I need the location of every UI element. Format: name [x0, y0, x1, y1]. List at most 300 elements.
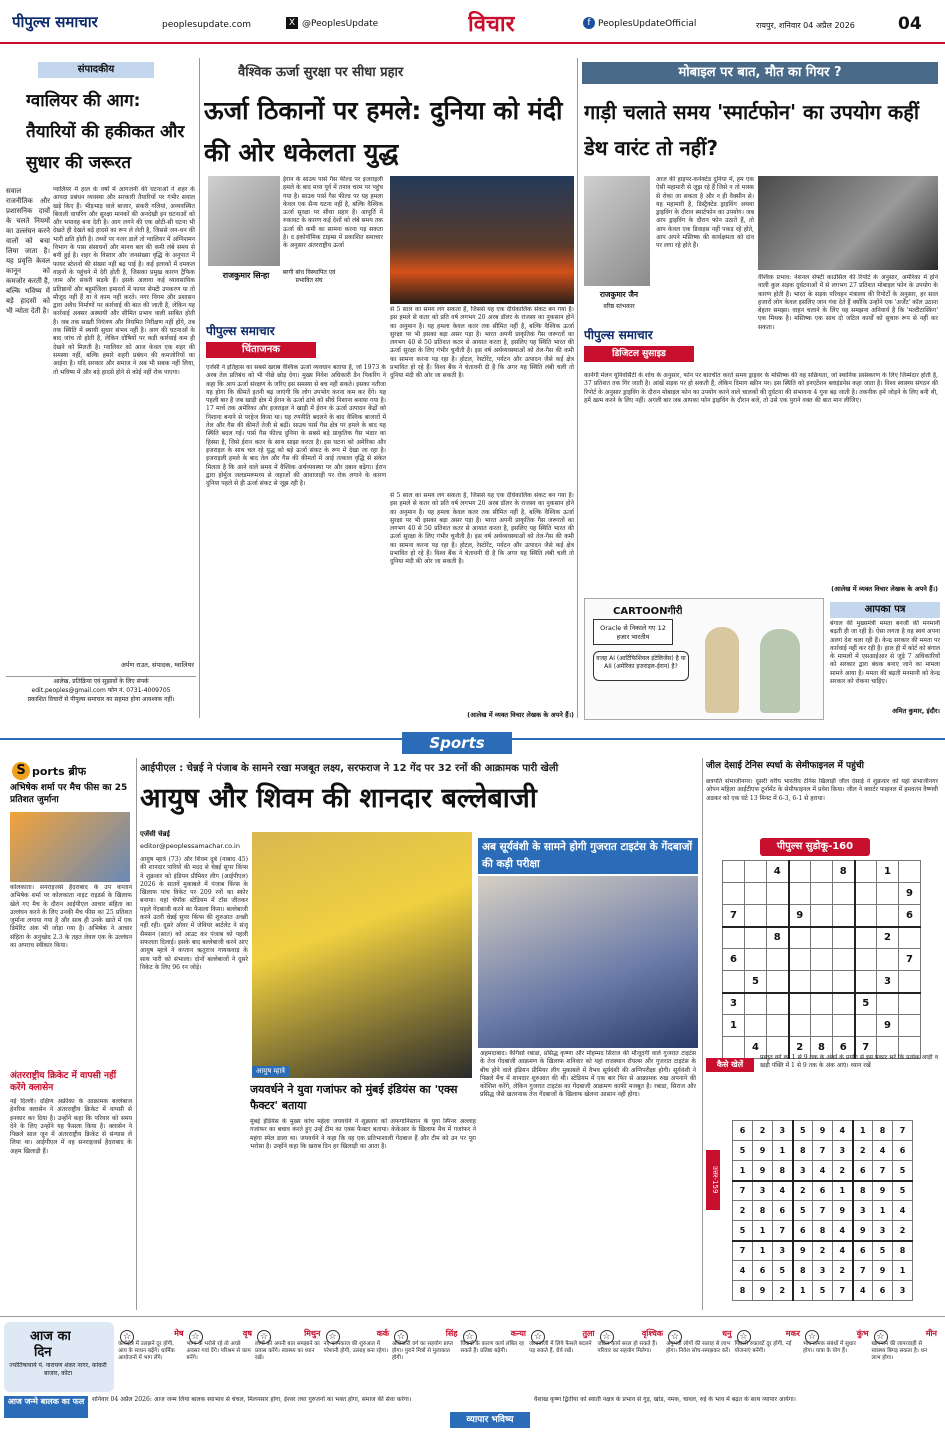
sudoku-grid — [722, 860, 921, 1059]
sign-text: लोगों को अपनी बात समझाने का प्रयास करेंगे। स्वास्थ्य का ध्यान रखें। — [255, 1341, 320, 1361]
zodiac-icon: ☆ — [874, 1330, 888, 1344]
sign-name: मेष — [174, 1329, 184, 1338]
cartoon-figure-1 — [705, 627, 739, 713]
contact-email[interactable]: edit.peoples@gmail.com फोन नं. 0731-4009705 — [31, 687, 171, 694]
sudoku-cell: 3 — [813, 1261, 833, 1281]
sudoku-cell: 3 — [753, 1181, 773, 1201]
sudoku-cell: 7 — [723, 905, 745, 927]
horoscope-sign — [187, 1330, 253, 1385]
sign-text: कार्यक्षेत्र में उलझनें दूर होंगी, आय के साधन बढ़ेंगे। धार्मिक आयोजनों में भाग लेंगे। — [118, 1341, 175, 1361]
sports-brief-label: ports ब्रीफ — [32, 765, 87, 778]
article2-col1: आज की हाइपर-कनेक्टेड दुनिया में, हम एक ऐसी महामारी से जूझ रहे हैं जिसे न तो मास्क से रोका जा सकता है और न ही वैक्सीन से। यह महामारी है, डिस्ट्रैक्टेड ड्राइविंग अथवा ड्राइविंग के दौरान स्मार्टफोन का उपयोग। जब आप ड्राइविंग के दौरान फोन उठाते हैं, तो आप केवल एक डिवाइस नहीं पकड़ रहे होते, आप अपने मस्तिष्क की कार्यक्षमता को दांव पर लगा रहे होते हैं। — [656, 176, 754, 250]
disclaimer: प्रकाशित विचारों से पीपुल्स समाचार का सहमत होना आवश्यक नहीं। — [27, 696, 175, 703]
editorial-pullquote: सवाल राजनीतिक और प्रशासनिक दावों के चलते नियमों का उल्लंघन करने वालों को बचा लिया जाता है। यह प्रवृत्ति केवल कानून को कमजोर करती है, बल्कि भविष्य में बड़े हादसों को भी न्योता देती है। — [6, 187, 50, 315]
sign-text: पिछली रुकावटें दूर होंगी, नई योजनाएं बनेंगी। — [734, 1341, 792, 1354]
sudoku-cell[interactable] — [789, 971, 811, 993]
sudoku-cell: 7 — [833, 1281, 853, 1301]
zodiac-icon: ☆ — [257, 1330, 271, 1344]
article1-main-body: एजेंसी ने इतिहास का सबसे खराब वैश्विक ऊर्जा व्यवधान बताया है, जो 1973 के अरब तेल प्रतिबंध को भी पीछे छोड़ देगा। मुख्य निवेश अधिकारी डैन पिकरिंग ने कहा कि आप ऊर्जा संरक्षण के जरिए इस समस्या से बच नहीं सकते। इसका नतीजा यह होगा कि कीमतें इतनी बढ़ जाएंगी कि लोग उपभोग करना कम कर देंगे। यह पहली बार है जब खाड़ी क्षेत्र में ईरान के ऊर्जा ढांचे को सीधे निशाना बनाया गया है। 17 मार्च तक अमेरिका और इजराइल ने खाड़ी में ईरान के ऊर्जा उत्पादन केंद्रों को निशाना बनाने से परहेज किया था। यह रणनीति बदलने के बाद वैश्विक बाजारों में तेल और गैस की कीमतें तेजी से बढ़ीं। साउथ पार्स गैस क्षेत्र पर हमले के बाद यह स्थिति बदल गई। पार्स गैस फील्ड दुनिया के सबसे बड़े प्राकृतिक गैस भंडार का हिस्सा है, जिसे ईरान कतर के साथ साझा करता है। इस घटना को अमेरिका और इजराइल के साथ चल रहे युद्ध को बड़े ऊर्जा संकट के रूप में देखा जा रहा है। इजराइली हमले के बाद तेल और गैस की कीमतों में आई तत्काल वृद्धि से संकेत मिलता है कि आने वाले समय में वैश्विक अर्थव्यवस्था पर और दबाव बढ़ेगा। ईरान द्वारा होर्मुज जलडमरूमध्य से जहाजों की आवाजाही पर रोक लगाने के कारण दुनिया पहले से ही ऊर्जा संकट से जूझ रही है। — [206, 364, 386, 488]
how-to-label: कैसे खेलें — [706, 1058, 754, 1072]
sudoku-cell: 5 — [855, 993, 877, 1015]
sudoku-cell[interactable] — [833, 905, 855, 927]
sudoku-cell[interactable] — [899, 993, 921, 1015]
editorial-footer — [6, 676, 196, 708]
sudoku-cell[interactable] — [877, 949, 899, 971]
sign-text: भाग्य के भरोसे रहे तो अच्छे अवसर गवां देंगे। परिश्रम से काम बनेंगे। — [186, 1341, 251, 1361]
sudoku-cell: 9 — [833, 1201, 853, 1221]
sudoku-cell: 3 — [893, 1281, 913, 1301]
sudoku-cell[interactable] — [899, 861, 921, 883]
editorial-byline: अर्पण राउत, संपादक, ग्वालियर — [120, 661, 194, 669]
sudoku-cell[interactable] — [723, 1037, 745, 1059]
photo-caption: आयुष म्हात्रे — [252, 1066, 289, 1077]
sudoku-cell: 2 — [833, 1161, 853, 1181]
sudoku-row — [723, 993, 921, 1015]
sudoku-cell: 6 — [723, 949, 745, 971]
sudoku-cell[interactable] — [877, 883, 899, 905]
sudoku-cell: 2 — [833, 1261, 853, 1281]
sudoku-row — [723, 905, 921, 927]
sudoku-cell: 6 — [753, 1261, 773, 1281]
market-label: व्यापार भविष्य — [450, 1412, 530, 1428]
article1-headline: ऊर्जा ठिकानों पर हमले: दुनिया को मंदी की ओर धकेलता युद्ध — [204, 96, 563, 167]
sudoku-cell[interactable] — [767, 993, 789, 1015]
batsman-photo — [252, 832, 472, 1078]
twitter-handle[interactable]: @PeoplesUpdate — [302, 19, 379, 29]
facebook-icon: f — [583, 17, 595, 29]
sudoku-cell: 8 — [767, 927, 789, 949]
sudoku-cell[interactable] — [767, 1015, 789, 1037]
editorial-label: संपादकीय — [38, 62, 154, 78]
sudoku-cell[interactable] — [855, 927, 877, 949]
article2-col2: वैश्विक प्रभाव: नेशनल सेफ्टी काउंसिल की रिपोर्ट के अनुसार, अमेरिका में होने वाली कुल सड़क दुर्घटनाओं में से लगभग 27 प्रतिशत मोबाइल फोन के उपयोग के कारण होती हैं। भारत के सड़क परिवहन मंत्रालय की रिपोर्टों के अनुसार, हर साल हजारों लोग केवल इसलिए जान गंवा देते हैं क्योंकि उन्होंने एक 'अर्जेंट' कॉल उठाना बेहतर समझा। वाहन चलाने के लिए यह समझना अनिवार्य है कि 'मल्टीटास्किंग' एक मिथक है। मस्तिष्क एक साथ दो जटिल कार्यों को सुचारु रूप से नहीं कर सकता। — [758, 274, 938, 331]
zodiac-icon: ☆ — [326, 1330, 340, 1344]
zodiac-icon: ☆ — [463, 1330, 477, 1344]
sudoku-cell[interactable] — [811, 861, 833, 883]
horoscope-sign — [118, 1330, 184, 1385]
sudoku-cell: 5 — [793, 1121, 813, 1141]
article2-tag: डिजिटल सुसाइड — [584, 346, 694, 362]
sudoku-cell[interactable] — [833, 949, 855, 971]
letters-title: आपका पत्र — [830, 602, 940, 618]
sudoku-cell: 3 — [773, 1121, 793, 1141]
article1-tag: चिंताजनक — [206, 342, 316, 358]
sudoku-cell: 8 — [813, 1221, 833, 1241]
article2-logo: पीपुल्स समाचार — [584, 328, 653, 342]
sports-banner: Sports — [402, 732, 512, 754]
sudoku-cell: 2 — [853, 1141, 873, 1161]
horoscope-box — [4, 1322, 114, 1392]
sudoku-cell[interactable] — [789, 883, 811, 905]
sudoku-cell[interactable] — [767, 905, 789, 927]
sudoku-cell[interactable] — [789, 1015, 811, 1037]
gt-body: अहमदाबाद। कैगिसो रबाडा, प्रसिद्ध कृष्णा और मोहम्मद सिराज की मौजूदगी वाले गुजरात टाइटंस के तेज गेंदबाजी आक्रमण के खिलाफ शनिवार को यहां राजस्थान रॉयल्स और गुजरात टाइटंस के बीच होने वाले इंडियन प्रीमियर लीग मुकाबले में वैभव सूर्यवंशी की अग्निपरीक्षा होगी। सूर्यवंशी ने पिछले मैच में शानदार शुरुआत की थी। स्टेडियम में एक बार फिर से आक्रामक रुख अपनाने की कोशिश करेंगे, लेकिन गुजरात टाइटंस का गेंदबाजी आक्रमण काफी मजबूत है। रबाडा, सिराज और प्रसिद्ध जैसे खतरनाक तेज गेंदबाजों के खिलाफ खेलना आसान नहीं होगा। — [480, 1050, 696, 1099]
sign-text: भावनात्मक संबंधों में सुधार होगा। यात्रा के योग हैं। — [803, 1341, 856, 1354]
horoscope-sign — [666, 1330, 732, 1385]
sudoku-cell: 3 — [773, 1241, 793, 1261]
sudoku-cell: 7 — [853, 1261, 873, 1281]
sudoku-cell: 6 — [853, 1241, 873, 1261]
sudoku-cell: 7 — [773, 1221, 793, 1241]
horoscope-title-2: दिन — [34, 1345, 52, 1360]
sudoku-row — [733, 1241, 913, 1261]
facebook-handle[interactable]: PeoplesUpdateOfficial — [598, 19, 697, 29]
sudoku-cell: 9 — [877, 1015, 899, 1037]
cartoon-figure-2 — [760, 629, 800, 713]
sudoku-cell: 2 — [893, 1221, 913, 1241]
article2-headline: गाड़ी चलाते समय 'स्मार्टफोन' का उपयोग कहीं डेथ वारंट तो नहीं? — [584, 100, 920, 160]
article1-col3: से 5 साल का समय लग सकता है, जिससे यह एक दीर्घकालिक संकट बन गया है। इस हमले से कतर को प्रति वर्ष लगभग 20 अरब डॉलर के राजस्व का नुकसान होने का अनुमान है। यह हमला केवल कतर तक सीमित नहीं है, बल्कि वैश्विक ऊर्जा सुरक्षा पर भी इसका बड़ा असर पड़ा है। भारत अपनी प्राकृतिक गैस जरूरतों का लगभग 40 से 50 प्रतिशत कतर से आयात करता है, इसलिए यह स्थिति भारत की ऊर्जा सुरक्षा के लिए गंभीर चुनौती है। इस वर्ष अर्थव्यवस्थाओं को तेल-गैस की कमी का सामना करना पड़ रहा है। होटल, रेस्टोरेंट, पर्यटन और उत्पादन जैसे कई क्षेत्र प्रभावित हो रहे हैं। विश्व बैंक ने चेतावनी दी है कि अगर यह स्थिति लंबी चली तो दुनिया मंदी की ओर जा सकती है। — [390, 306, 574, 380]
sports-main-kicker: आईपीएल : चेन्नई ने पंजाब के सामने रखा मजबूत लक्ष्य, सरफराज ने 12 गेंद पर 32 रनों की आक्रामक पारी खेली — [140, 763, 559, 774]
sudoku-cell[interactable] — [877, 905, 899, 927]
zodiac-icon: ☆ — [600, 1330, 614, 1344]
sudoku-cell: 1 — [877, 861, 899, 883]
cartoon-box — [584, 598, 824, 720]
sudoku-cell: 5 — [733, 1221, 753, 1241]
sudoku-cell: 9 — [873, 1261, 893, 1281]
sudoku-cell: 7 — [899, 949, 921, 971]
sudoku-cell: 7 — [813, 1141, 833, 1161]
sudoku-cell: 8 — [753, 1201, 773, 1221]
sudoku-cell[interactable] — [745, 993, 767, 1015]
sudoku-cell: 9 — [753, 1281, 773, 1301]
sports-brief-logo: S — [12, 762, 30, 780]
sudoku-row — [733, 1261, 913, 1281]
sudoku-cell[interactable] — [811, 971, 833, 993]
tennis-body: छत्रपति संभाजीनगर। दूसरी वरीय भारतीय टेनिस खिलाड़ी जील देसाई ने शुक्रवार को यहां संभाजीनगर ओपन महिला आईटीएफ टूर्नामेंट के सेमीफाइनल में प्रवेश किया। जील ने क्वार्टर फाइनल में हमवतन वैष्णवी अडकर को एक घंटे 13 मिनट में 6-3, 6-1 से हराया। — [706, 778, 938, 802]
sudoku-cell[interactable] — [789, 861, 811, 883]
article1-col1: ईरान के साउथ पार्स गैस फील्ड पर इजराइली हमले के बाद मध्य पूर्व में तनाव चरम पर पहुंच गया है। साउथ पार्स गैस फील्ड पर यह हमला केवल एक सैन्य घटना नहीं है, बल्कि वैश्विक ऊर्जा सुरक्षा पर सीधा प्रहार है। आपूर्ति में रुकावट के कारण कई देशों को लंबे समय तक ऊर्जा की कमी का सामना करना पड़ सकता है। द इकोनॉमिक टाइम्स में प्रकाशित समाचार के अनुसार अंतरराष्ट्रीय ऊर्जा — [283, 176, 383, 250]
sudoku-cell[interactable] — [767, 883, 789, 905]
brief-headline: अभिषेक शर्मा पर मैच फीस का 25 प्रतिशत जुर्माना — [10, 783, 128, 805]
sudoku-cell: 1 — [733, 1161, 753, 1181]
author-name-1: राजकुमार सिन्हा — [222, 271, 270, 280]
sudoku-cell[interactable] — [855, 971, 877, 993]
sign-name: धनु — [722, 1329, 732, 1338]
sports-email[interactable]: editor@peoplessamachar.co.in — [140, 842, 240, 850]
sudoku-row — [733, 1281, 913, 1301]
zodiac-icon: ☆ — [737, 1330, 751, 1344]
sudoku-cell: 1 — [723, 1015, 745, 1037]
sudoku-cell: 1 — [773, 1141, 793, 1161]
author-photo-2 — [584, 176, 650, 286]
sudoku-cell: 9 — [813, 1121, 833, 1141]
sudoku-cell: 1 — [833, 1181, 853, 1201]
sudoku-cell: 2 — [753, 1121, 773, 1141]
editorial-body: ग्वालियर में हाल के वर्षों में आगजनी की घटनाओं ने शहर के आपदा प्रबंधन व्यवस्था और सरकारी तैयारियों पर गंभीर सवाल खड़े किए हैं। भीड़भाड़ वाले बाजार, संकरी गलियां, अव्यवस्थित बिजली वायरिंग और सुरक्षा मानकों की अनदेखी इन घटनाओं को और भयावह बना देती है। आग लगने की एक छोटी-सी घटना भी देखते ही देखते बड़े हादसे का रूप ले लेती है, जिससे जन-धन की भारी क्षति होती है। तथ्यों पर नजर डालें तो ग्वालियर में अग्निशमन विभाग के पास संसाधनों और मानव बल की कमी लंबे समय से बनी हुई है। शहर के विस्तार और जनसंख्या वृद्धि के अनुपात में फायर स्टेशनों की संख्या नहीं बढ़ पाई है। कई इलाकों में दमकल वाहनों के पहुंचने में देरी होती है, जिसका प्रमुख कारण ट्रैफिक जाम और संकरी सड़कें हैं। इसके अलावा कई व्यावसायिक प्रतिष्ठानों और बहुमंजिला इमारतों में फायर सेफ्टी उपकरण या तो मौजूद नहीं हैं या वे काम नहीं करते। नगर निगम और प्रशासन द्वारा अवैध निर्माणों पर कार्रवाई की बात की जाती है, लेकिन यह कार्रवाई अक्सर अस्थायी और सीमित प्रभाव वाली साबित होती है। जब तक सख्ती नियंत्रण और नियमित निरीक्षण नहीं होंगे, तब तक स्थिति में स्थायी सुधार संभव नहीं है। आग की घटनाओं के बाद जांच तो होती है, लेकिन दोषियों पर कड़ी कार्रवाई कम ही देखने को मिलती है। ग्वालियर को आज केवल एक शहर की समस्या नहीं, बल्कि हमारे शहरी प्रबंधन की कमजोरियों का आईना है। यदि सरकार और समाज ने अब भी सबक नहीं लिया, तो भविष्य में और बड़े हादसे होने से कोई नहीं रोक पाएगा। — [53, 186, 195, 376]
how-to-text: प्रस्तुत वर्ग को 1 से 9 तक के अंकों के प्रयोग से इस प्रकार भरें कि प्रत्येक आड़ी व खड़ी पंक्ति में 1 से 9 तक के अंक आएं। ध्यान रखें — [760, 1054, 938, 1070]
sign-name: कुंभ — [856, 1329, 869, 1338]
sudoku-cell: 8 — [893, 1241, 913, 1261]
sudoku-cell: 3 — [853, 1201, 873, 1221]
sudoku-cell: 1 — [753, 1241, 773, 1261]
sudoku-cell: 1 — [893, 1261, 913, 1281]
article2-car-photo — [758, 176, 938, 270]
article1-byline: (आलेख में व्यक्त विचार लेखक के अपने हैं।) — [467, 711, 574, 719]
sign-text: अधिकारी वर्ग का सहयोग प्राप्त होगा। पुराने मित्रों से मुलाकात होगी। — [392, 1341, 453, 1361]
sudoku-cell: 7 — [873, 1161, 893, 1181]
horoscope-sign — [735, 1330, 801, 1385]
sudoku-row — [723, 883, 921, 905]
sports-main-body: आयुष म्हात्रे (73) और शिवम दुबे (नाबाद 45) की शानदार पारियों की मदद से चेन्नई सुपर किंग्स ने शुक्रवार को इंडियन प्रीमियर लीग (आईपीएल) 2026 के सातवें मुकाबले में पंजाब किंग्स के खिलाफ पांच विकेट पर 209 रनों का स्कोर बनाया। यहां चेपॉक स्टेडियम में टॉस जीतकर पहले गेंदबाजी करने का फैसला किया। बल्लेबाजी करने उतरी चेन्नई सुपर किंग्स की शुरुआत अच्छी नहीं रही। दूसरे ओवर में जेवियर बार्टलेट ने संजू सैमसन (सात) को आउट कर पंजाब को पहली सफलता दिलाई। इसके बाद बल्लेबाजी करने आए आयुष म्हात्रे ने कप्तान ऋतुराज गायकवाड़ के साथ पारी को संभाला। दोनों बल्लेबाजों ने दूसरे विकेट के लिए 96 रन जोड़े। — [140, 856, 248, 971]
sudoku-cell: 1 — [753, 1221, 773, 1241]
cartoon-bubble-2: वजह AI (आर्टिफिशियल इंटेलिजेंस) है या AII (अमेरिका इजराइल-ईरान) है? — [593, 651, 689, 681]
sudoku-answer-grid — [732, 1120, 913, 1301]
sign-name: कन्या — [510, 1329, 526, 1338]
sudoku-cell: 5 — [893, 1181, 913, 1201]
sudoku-cell: 9 — [753, 1141, 773, 1161]
sudoku-row — [733, 1201, 913, 1221]
sudoku-cell[interactable] — [745, 883, 767, 905]
masthead-logo: पीपुल्स समाचार — [12, 13, 98, 31]
article2-byline: (आलेख में व्यक्त विचार लेखक के अपने हैं।) — [831, 585, 938, 593]
sudoku-cell: 6 — [899, 905, 921, 927]
sudoku-cell[interactable] — [789, 927, 811, 949]
market-text: वैशाख कृष्ण द्वितीया को स्वाती नक्षत्र के प्रभाव से गुड़, खांड, नमक, चावल, रुई के भाव में बढ़त के साथ व्यापार आयेगा। — [534, 1396, 796, 1403]
sudoku-cell: 7 — [813, 1201, 833, 1221]
author-name-2: राजकुमार जैन — [599, 290, 639, 299]
section-title: विचार — [468, 12, 515, 37]
sudoku-cell[interactable] — [723, 883, 745, 905]
sudoku-cell[interactable] — [877, 993, 899, 1015]
article1-fire-photo — [390, 176, 574, 304]
sudoku-cell: 8 — [773, 1161, 793, 1181]
gt-banner: अब सूर्यवंशी के सामने होगी गुजरात टाइटंस के गेंदबाजों की कड़ी परीक्षा — [478, 838, 698, 874]
masthead — [0, 0, 945, 44]
sign-text: विवादों के कारण कार्य लंबित रह सकते हैं। प्रतिष्ठा बढ़ेगी। — [460, 1341, 525, 1354]
sudoku-cell: 6 — [793, 1221, 813, 1241]
sign-name: मकर — [785, 1329, 800, 1338]
sign-name: मिथुन — [304, 1329, 321, 1338]
sudoku-cell: 8 — [811, 1037, 833, 1059]
sudoku-row — [733, 1221, 913, 1241]
sudoku-cell: 5 — [873, 1241, 893, 1261]
sudoku-cell: 7 — [893, 1121, 913, 1141]
sudoku-cell[interactable] — [899, 971, 921, 993]
sudoku-cell: 4 — [813, 1161, 833, 1181]
sudoku-cell: 5 — [793, 1201, 813, 1221]
sudoku-cell: 4 — [833, 1221, 853, 1241]
sudoku-cell: 9 — [753, 1161, 773, 1181]
sudoku-cell: 8 — [733, 1281, 753, 1301]
brief2-headline: अंतरराष्ट्रीय क्रिकेट में वापसी नहीं करेंगे क्लासेन — [10, 1071, 117, 1093]
author-role-1: बरगी बांध विस्थापित एवं प्रभावित संघ — [282, 269, 336, 284]
sudoku-cell[interactable] — [833, 883, 855, 905]
sudoku-cell[interactable] — [833, 1015, 855, 1037]
zodiac-icon: ☆ — [531, 1330, 545, 1344]
sudoku-cell[interactable] — [767, 949, 789, 971]
zodiac-icon: ☆ — [120, 1330, 134, 1344]
article2-kicker: मोबाइल पर बात, मौत का गियर ? — [582, 62, 938, 84]
sudoku-cell[interactable] — [811, 905, 833, 927]
sudoku-cell[interactable] — [745, 861, 767, 883]
zodiac-icon: ☆ — [189, 1330, 203, 1344]
sudoku-cell[interactable] — [899, 1015, 921, 1037]
sign-text: अनुभवी लोगों की सलाह से लाभ होगा। निवेश सोच-समझकर करें। — [666, 1341, 731, 1354]
sudoku-cell: 5 — [745, 971, 767, 993]
sudoku-cell: 4 — [767, 861, 789, 883]
sudoku-cell: 5 — [773, 1261, 793, 1281]
author-photo-1 — [208, 176, 280, 266]
letters-body: बंगाल की मुख्यमंत्री ममता बनर्जी की मनमानी बढ़ती ही जा रही है। ऐसा लगता है वह स्वयं अपना अलग देश चला रही हैं। केन्द्र सरकार की ममता पर कार्रवाई नहीं कर रही है। हाल ही में कोर्ट को बंगाल के मामलों में एसआईआर से जुड़े 7 अधिकारियों को सरकार द्वारा बंधक बनाए जाने का मामला सामने आया है। ममता की बढ़ती मनमानी को केन्द्र सरकार को रोकना चाहिए। — [830, 620, 940, 686]
sudoku-cell: 5 — [813, 1281, 833, 1301]
sudoku-cell[interactable] — [723, 971, 745, 993]
sudoku-row — [723, 949, 921, 971]
player-photo — [478, 876, 698, 1048]
horoscope-sign — [872, 1330, 938, 1385]
sudoku-cell[interactable] — [723, 861, 745, 883]
sudoku-cell: 4 — [773, 1181, 793, 1201]
sudoku-cell: 5 — [733, 1141, 753, 1161]
editorial-headline: ग्वालियर की आग: तैयारियों की हकीकत और सुधार की जरूरत — [26, 91, 185, 173]
sudoku-cell[interactable] — [789, 993, 811, 1015]
sudoku-cell: 4 — [833, 1241, 853, 1261]
sports-dateline: एजेंसी चेन्नई — [140, 830, 170, 838]
sudoku-cell: 9 — [873, 1181, 893, 1201]
horoscope-title-1: आज का — [30, 1329, 71, 1344]
sudoku-cell[interactable] — [855, 949, 877, 971]
answer-label: उत्तर-159 — [706, 1150, 720, 1210]
sudoku-cell: 6 — [893, 1141, 913, 1161]
article2-main-body: कार्नेगी मेलन यूनिवर्सिटी के शोध के अनुसार, फोन पर बातचीत करते समय ड्राइवर के मस्तिष्क की वह सक्रियता, जो स्थानिक प्रसंस्करण के लिए जिम्मेदार होती है, 37 प्रतिशत तक गिर जाती है। आंखें सड़क पर हो सकती हैं, लेकिन दिमाग स्क्रीन पर। इस स्थिति को इनएटेंशन ब्लाइंडनेस कहा जाता है। विश्व स्वास्थ्य संगठन की रिपोर्ट के अनुसार ड्राइविंग के दौरान मोबाइल फोन का उपयोग करने वाले चालकों की दुर्घटना की संभावना 4 गुना बढ़ जाती है। तकनीक हमें जोड़ने के लिए बनी थी, हमें खत्म करने के लिए नहीं। अगली बार जब आपका फोन ड्राइविंग के दौरान बजे, तो उसे एक पुराने वक्त की बात मान लीजिए। — [584, 372, 938, 404]
sudoku-cell: 3 — [833, 1141, 853, 1161]
sudoku-cell[interactable] — [855, 883, 877, 905]
sign-text: जल्दबाजी में लिये फैसले बदलने पड़ सकते हैं, धैर्य रखें। — [529, 1341, 592, 1354]
horoscope-sign — [255, 1330, 321, 1385]
sudoku-cell[interactable] — [833, 971, 855, 993]
dateline: रायपुर, शनिवार 04 अप्रैल 2026 — [756, 21, 855, 30]
sudoku-cell: 4 — [873, 1141, 893, 1161]
author-role-2: वरिष्ठ स्तंभकार — [603, 303, 635, 310]
sudoku-cell: 5 — [893, 1161, 913, 1181]
sports-main-headline: आयुष और शिवम की शानदार बल्लेबाजी — [140, 783, 537, 814]
sudoku-cell[interactable] — [745, 905, 767, 927]
sudoku-cell: 1 — [873, 1201, 893, 1221]
sudoku-cell[interactable] — [855, 861, 877, 883]
sudoku-cell: 8 — [873, 1121, 893, 1141]
sudoku-cell: 2 — [877, 927, 899, 949]
sudoku-cell[interactable] — [789, 949, 811, 971]
sudoku-cell[interactable] — [833, 927, 855, 949]
zodiac-icon: ☆ — [805, 1330, 819, 1344]
sudoku-cell[interactable] — [855, 1015, 877, 1037]
sudoku-cell: 6 — [733, 1121, 753, 1141]
sudoku-cell[interactable] — [811, 927, 833, 949]
sudoku-row — [733, 1121, 913, 1141]
zodiac-icon: ☆ — [668, 1330, 682, 1344]
horoscope-sign — [598, 1330, 664, 1385]
sudoku-row — [733, 1161, 913, 1181]
sub-headline: जयवर्धने ने युवा गजांफर को मुंबई इंडियंस का 'एक्स फैक्टर' बताया — [250, 1083, 458, 1112]
sudoku-cell: 6 — [853, 1161, 873, 1181]
sign-text: खानपान की लापरवाही से स्वास्थ्य बिगड़ सकता है। धन लाभ होगा। — [871, 1341, 928, 1361]
horoscope-sign — [529, 1330, 595, 1385]
sign-text: नए कामकाज की शुरुआत में परेशानी होगी, उत्साह बना रहेगा। — [323, 1341, 389, 1354]
contact-note: आलेख, प्रतिक्रिया एवं सुझावों के लिए संपर्क — [53, 678, 149, 685]
letters-byline: अमित कुमार, इंदौर। — [892, 707, 940, 715]
birth-text: शनिवार 04 अप्रैल 2026: आज जन्म लिया बालक स्वाभाव से चंचल, मिलनसार होगा, ईश्वर तथा गुरुजनों का भक्त होगा, समाज की सेवा करेगा। — [92, 1396, 412, 1403]
sudoku-title: पीपुल्स सुडोकू-160 — [760, 838, 870, 856]
birth-label: आज जन्मे बालक का फल — [4, 1396, 88, 1418]
sign-name: कर्क — [376, 1329, 389, 1338]
sudoku-cell: 7 — [733, 1241, 753, 1261]
article1-logo: पीपुल्स समाचार — [206, 324, 275, 338]
sudoku-row — [723, 927, 921, 949]
sudoku-row — [723, 971, 921, 993]
sudoku-cell: 4 — [733, 1261, 753, 1281]
tennis-headline: जील देसाई टेनिस स्पर्धा के सेमीफाइनल में पहुंची — [706, 761, 864, 771]
sudoku-cell[interactable] — [745, 927, 767, 949]
sudoku-cell: 2 — [733, 1201, 753, 1221]
astrologer: ज्योतिषाचार्य पं. नारायण शंकर नागर, कांकरी बाजार, कोटा — [9, 1362, 107, 1377]
sub-body: मुंबई इंडियंस के मुख्य कोच महेला जयवर्धने ने शुक्रवार को अफगानिस्तान के युवा स्पिनर अल्लाह गजांफर का बचाव करते हुए उन्हें टीम का एक्स फैक्टर बताया। केकेआर के खिलाफ मैच में गजांफर ने महंगा स्पेल डाला था। जयवर्धने ने कहा कि वह एक प्रतिभाशाली गेंदबाज हैं और टीम को उन पर पूरा भरोसा है। उन्होंने कहा कि खराब दिन हर खिलाड़ी का आता है। — [250, 1118, 476, 1150]
sudoku-row — [733, 1181, 913, 1201]
sudoku-cell: 6 — [833, 1037, 855, 1059]
sudoku-cell: 4 — [853, 1281, 873, 1301]
horoscope-sign — [803, 1330, 869, 1385]
sudoku-cell[interactable] — [745, 1015, 767, 1037]
horoscope-sign — [324, 1330, 390, 1385]
sudoku-cell[interactable] — [745, 949, 767, 971]
sudoku-cell: 3 — [877, 971, 899, 993]
sudoku-cell: 2 — [813, 1241, 833, 1261]
sudoku-cell[interactable] — [899, 927, 921, 949]
sudoku-cell: 7 — [733, 1181, 753, 1201]
letters-box — [830, 602, 940, 720]
horoscope-sign — [392, 1330, 458, 1385]
sign-name: वृश्चिक — [641, 1329, 663, 1338]
sudoku-cell[interactable] — [811, 1015, 833, 1037]
article1-continued: से 5 साल का समय लग सकता है, जिससे यह एक दीर्घकालिक संकट बन गया है। इस हमले से कतर को प्रति वर्ष लगभग 20 अरब डॉलर के राजस्व का नुकसान होने का अनुमान है। यह हमला केवल कतर तक सीमित नहीं है, बल्कि वैश्विक ऊर्जा सुरक्षा पर भी इसका बड़ा असर पड़ा है। भारत अपनी प्राकृतिक गैस जरूरतों का लगभग 40 से 50 प्रतिशत कतर से आयात करता है, इसलिए यह स्थिति भारत की ऊर्जा सुरक्षा के लिए गंभीर चुनौती है। इस वर्ष अर्थव्यवस्थाओं को तेल-गैस की कमी का सामना करना पड़ रहा है। होटल, रेस्टोरेंट, पर्यटन और उत्पादन जैसे कई क्षेत्र प्रभावित हो रहे हैं। विश्व बैंक ने चेतावनी दी है कि अगर यह स्थिति लंबी चली तो दुनिया मंदी की ओर जा सकती है। — [390, 492, 574, 566]
cartoon-bubble-1: Oracle से निकाले गए 12 हजार भारतीय — [593, 619, 673, 645]
sudoku-cell: 1 — [853, 1121, 873, 1141]
sign-name: सिंह — [445, 1329, 458, 1338]
sudoku-cell: 3 — [723, 993, 745, 1015]
sudoku-cell[interactable] — [811, 883, 833, 905]
page-number: 04 — [898, 14, 922, 34]
sudoku-cell: 2 — [789, 1037, 811, 1059]
sudoku-cell: 9 — [793, 1241, 813, 1261]
website-link[interactable]: peoplesupdate.com — [162, 20, 251, 30]
sudoku-cell: 8 — [853, 1181, 873, 1201]
sign-name: मीन — [925, 1329, 937, 1338]
sign-name: तुला — [582, 1329, 595, 1338]
article1-kicker: वैश्विक ऊर्जा सुरक्षा पर सीधा प्रहार — [238, 65, 404, 80]
sudoku-cell: 9 — [899, 883, 921, 905]
sudoku-cell: 4 — [893, 1201, 913, 1221]
sudoku-cell: 6 — [873, 1281, 893, 1301]
zodiac-icon: ☆ — [394, 1330, 408, 1344]
sudoku-cell: 8 — [793, 1141, 813, 1161]
sudoku-cell[interactable] — [833, 993, 855, 1015]
sudoku-cell[interactable] — [723, 927, 745, 949]
sudoku-row — [723, 1015, 921, 1037]
sudoku-cell[interactable] — [811, 993, 833, 1015]
sudoku-cell[interactable] — [811, 949, 833, 971]
sudoku-cell: 6 — [773, 1201, 793, 1221]
brief-photo — [10, 812, 130, 882]
sudoku-cell[interactable] — [767, 971, 789, 993]
sudoku-cell: 3 — [873, 1221, 893, 1241]
sudoku-cell: 2 — [793, 1181, 813, 1201]
cartoon-title: CARTOONगीरी — [613, 606, 683, 617]
sign-name: वृष — [242, 1329, 252, 1338]
sudoku-cell[interactable] — [855, 905, 877, 927]
sudoku-cell: 9 — [789, 905, 811, 927]
sign-text: जटिल कार्य सरल हो सकते हैं। परिवार का सहयोग मिलेगा। — [597, 1341, 658, 1354]
sudoku-cell: 4 — [745, 1037, 767, 1059]
sudoku-cell: 4 — [833, 1121, 853, 1141]
